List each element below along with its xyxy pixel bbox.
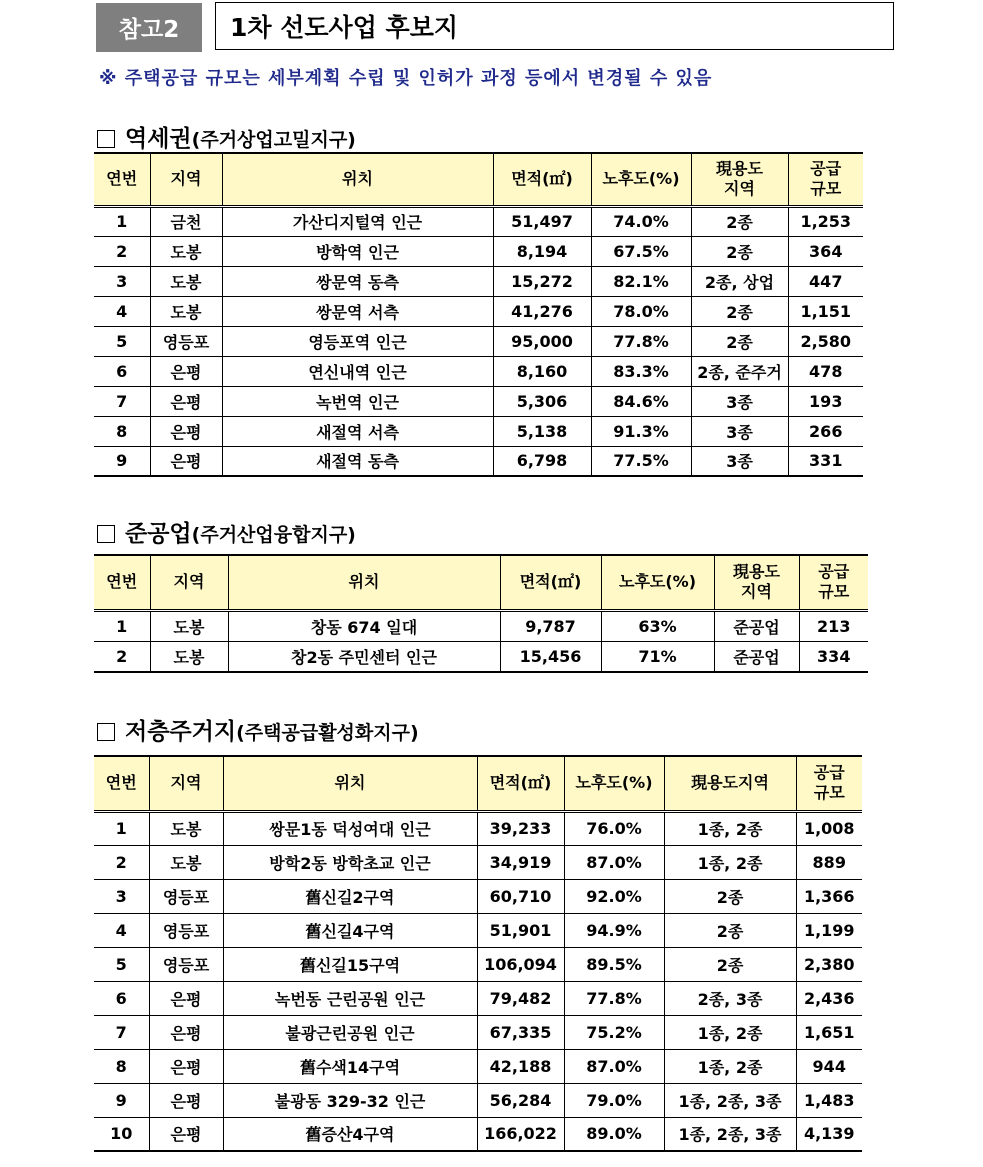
table-row: [94, 416, 863, 446]
col-number-cell: 7: [94, 386, 150, 416]
col-deterioration-header: 노후도(%): [591, 153, 691, 206]
table-row: [94, 446, 863, 476]
col-deterioration-cell: 82.1%: [591, 266, 691, 296]
table-row: [94, 206, 863, 236]
col-deterioration-cell: 89.5%: [564, 947, 664, 981]
table-row: [94, 981, 862, 1015]
col-district-cell: 영등포: [149, 879, 223, 913]
col-area-cell: 60,710: [477, 879, 564, 913]
col-number-header: 연번: [94, 153, 150, 206]
col-deterioration-cell: 84.6%: [591, 386, 691, 416]
col-location-cell: 녹번역 인근: [222, 386, 493, 416]
col-location-cell: 쌍문역 동측: [222, 266, 493, 296]
col-zoning-cell: 1종, 2종, 3종: [664, 1117, 796, 1151]
col-area-cell: 9,787: [500, 610, 601, 641]
col-deterioration-cell: 63%: [601, 610, 714, 641]
col-area-cell: 79,482: [477, 981, 564, 1015]
col-zoning-cell: 2종: [691, 326, 788, 356]
col-location-cell: 불광근린공원 인근: [223, 1015, 477, 1049]
col-location-header: 위치: [228, 555, 500, 610]
col-zoning-cell: 2종: [691, 236, 788, 266]
col-location-cell: 舊수색14구역: [223, 1049, 477, 1083]
col-district-cell: 은평: [149, 981, 223, 1015]
col-district-cell: 은평: [149, 1117, 223, 1151]
col-number-cell: 8: [94, 1049, 149, 1083]
col-number-cell: 9: [94, 1083, 149, 1117]
col-number-header: 연번: [94, 756, 149, 811]
col-location-cell: 가산디지털역 인근: [222, 206, 493, 236]
col-area-cell: 5,138: [493, 416, 591, 446]
col-supply-cell: 193: [788, 386, 863, 416]
col-deterioration-cell: 67.5%: [591, 236, 691, 266]
table-row: [94, 356, 863, 386]
col-area-cell: 41,276: [493, 296, 591, 326]
col-zoning-cell: 2종: [691, 206, 788, 236]
table-row: [94, 879, 862, 913]
col-number-cell: 7: [94, 1015, 149, 1049]
notice-text: ※ 주택공급 규모는 세부계획 수립 및 인허가 과정 등에서 변경될 수 있음: [99, 68, 713, 89]
table-row: [94, 1117, 862, 1151]
col-deterioration-cell: 75.2%: [564, 1015, 664, 1049]
col-district-cell: 금천: [150, 206, 222, 236]
col-location-cell: 舊신길4구역: [223, 913, 477, 947]
checkbox-icon: [97, 723, 115, 741]
col-district-cell: 도봉: [150, 641, 228, 672]
col-district-header: 지역: [149, 756, 223, 811]
col-zoning-header: 現용도지역: [664, 756, 796, 811]
col-supply-cell: 1,199: [796, 913, 862, 947]
col-supply-cell: 1,651: [796, 1015, 862, 1049]
table-header-row: [94, 153, 863, 206]
col-supply-cell: 478: [788, 356, 863, 386]
col-zoning-cell: 1종, 2종: [664, 845, 796, 879]
col-deterioration-cell: 76.0%: [564, 811, 664, 845]
col-number-cell: 6: [94, 981, 149, 1015]
col-area-cell: 39,233: [477, 811, 564, 845]
col-supply-cell: 2,436: [796, 981, 862, 1015]
col-district-cell: 은평: [149, 1049, 223, 1083]
table-row: [94, 811, 862, 845]
col-zoning-cell: 2종, 준주거: [691, 356, 788, 386]
col-zoning-cell: 3종: [691, 446, 788, 476]
col-supply-cell: 944: [796, 1049, 862, 1083]
col-area-cell: 15,272: [493, 266, 591, 296]
col-zoning-cell: 2종: [664, 879, 796, 913]
col-zoning-cell: 2종, 3종: [664, 981, 796, 1015]
table-row: [94, 947, 862, 981]
col-location-header: 위치: [223, 756, 477, 811]
col-supply-cell: 447: [788, 266, 863, 296]
col-supply-cell: 364: [788, 236, 863, 266]
col-supply-cell: 1,366: [796, 879, 862, 913]
col-number-cell: 4: [94, 913, 149, 947]
col-area-header: 면적(㎡): [477, 756, 564, 811]
col-location-cell: 연신내역 인근: [222, 356, 493, 386]
col-supply-header: 공급 규모: [799, 555, 868, 610]
col-area-cell: 34,919: [477, 845, 564, 879]
col-area-cell: 6,798: [493, 446, 591, 476]
col-area-cell: 166,022: [477, 1117, 564, 1151]
col-zoning-cell: 준공업: [714, 610, 799, 641]
page-title: [215, 2, 894, 50]
col-area-cell: 106,094: [477, 947, 564, 981]
col-district-cell: 도봉: [150, 296, 222, 326]
col-number-cell: 2: [94, 641, 150, 672]
col-supply-cell: 266: [788, 416, 863, 446]
col-supply-cell: 889: [796, 845, 862, 879]
col-area-cell: 15,456: [500, 641, 601, 672]
col-district-cell: 은평: [149, 1083, 223, 1117]
col-district-cell: 은평: [150, 356, 222, 386]
section-title-industrial: [97, 515, 356, 548]
col-deterioration-cell: 83.3%: [591, 356, 691, 386]
col-area-cell: 8,194: [493, 236, 591, 266]
col-zoning-cell: 3종: [691, 386, 788, 416]
col-number-cell: 1: [94, 811, 149, 845]
col-area-cell: 95,000: [493, 326, 591, 356]
col-location-cell: 영등포역 인근: [222, 326, 493, 356]
col-district-cell: 도봉: [150, 236, 222, 266]
col-supply-cell: 1,483: [796, 1083, 862, 1117]
col-deterioration-header: 노후도(%): [564, 756, 664, 811]
col-district-cell: 은평: [149, 1015, 223, 1049]
col-deterioration-cell: 74.0%: [591, 206, 691, 236]
checkbox-icon: [97, 525, 115, 543]
col-zoning-cell: 1종, 2종, 3종: [664, 1083, 796, 1117]
col-supply-cell: 1,253: [788, 206, 863, 236]
col-deterioration-cell: 92.0%: [564, 879, 664, 913]
col-area-cell: 51,901: [477, 913, 564, 947]
col-district-cell: 은평: [150, 446, 222, 476]
col-number-cell: 6: [94, 356, 150, 386]
table-header-row: [94, 555, 868, 610]
col-location-cell: 창동 674 일대: [228, 610, 500, 641]
page-title-text: 1차 선도사업 후보지: [230, 13, 459, 42]
section-title-text: 저층주거지: [125, 719, 237, 745]
table-row: [94, 326, 863, 356]
col-supply-cell: 331: [788, 446, 863, 476]
section-subtitle: (주거상업고밀지구): [191, 129, 356, 151]
col-district-cell: 도봉: [150, 266, 222, 296]
col-deterioration-cell: 78.0%: [591, 296, 691, 326]
col-number-cell: 5: [94, 326, 150, 356]
col-district-cell: 은평: [150, 386, 222, 416]
col-zoning-cell: 1종, 2종: [664, 1015, 796, 1049]
semi-industrial-table: [94, 554, 868, 673]
table-row: [94, 296, 863, 326]
col-deterioration-cell: 79.0%: [564, 1083, 664, 1117]
col-deterioration-cell: 77.8%: [591, 326, 691, 356]
col-supply-header: 공급 규모: [796, 756, 862, 811]
section-title-station: [97, 120, 356, 153]
col-district-cell: 도봉: [150, 610, 228, 641]
col-zoning-header: 現용도 지역: [714, 555, 799, 610]
col-number-cell: 1: [94, 206, 150, 236]
col-deterioration-cell: 87.0%: [564, 845, 664, 879]
col-supply-cell: 1,151: [788, 296, 863, 326]
col-zoning-cell: 2종: [691, 296, 788, 326]
col-number-cell: 3: [94, 879, 149, 913]
col-supply-cell: 2,580: [788, 326, 863, 356]
col-deterioration-cell: 71%: [601, 641, 714, 672]
col-deterioration-header: 노후도(%): [601, 555, 714, 610]
col-number-cell: 1: [94, 610, 150, 641]
col-district-cell: 영등포: [150, 326, 222, 356]
col-number-cell: 5: [94, 947, 149, 981]
col-zoning-cell: 1종, 2종: [664, 811, 796, 845]
col-location-header: 위치: [222, 153, 493, 206]
col-number-cell: 3: [94, 266, 150, 296]
col-area-cell: 5,306: [493, 386, 591, 416]
col-location-cell: 녹번동 근린공원 인근: [223, 981, 477, 1015]
table-row: [94, 1049, 862, 1083]
table-row: [94, 845, 862, 879]
col-location-cell: 불광동 329-32 인근: [223, 1083, 477, 1117]
col-number-cell: 9: [94, 446, 150, 476]
col-zoning-cell: 1종, 2종: [664, 1049, 796, 1083]
col-number-header: 연번: [94, 555, 150, 610]
col-zoning-header: 現용도 지역: [691, 153, 788, 206]
col-area-cell: 42,188: [477, 1049, 564, 1083]
col-deterioration-cell: 94.9%: [564, 913, 664, 947]
col-area-cell: 51,497: [493, 206, 591, 236]
col-number-cell: 2: [94, 845, 149, 879]
col-district-cell: 영등포: [149, 947, 223, 981]
col-location-cell: 쌍문1동 덕성여대 인근: [223, 811, 477, 845]
section-title-text: 준공업: [125, 521, 192, 547]
table-row: [94, 266, 863, 296]
table-row: [94, 1015, 862, 1049]
col-area-header: 면적(㎡): [493, 153, 591, 206]
section-title-lowrise: [97, 713, 419, 746]
low-rise-residential-table: [94, 755, 862, 1152]
col-zoning-cell: 2종: [664, 913, 796, 947]
col-zoning-cell: 준공업: [714, 641, 799, 672]
station-area-table: [94, 152, 863, 477]
col-zoning-cell: 2종, 상업: [691, 266, 788, 296]
col-district-header: 지역: [150, 555, 228, 610]
col-district-cell: 도봉: [149, 811, 223, 845]
reference-tag: 참고2: [96, 3, 202, 52]
table-row: [94, 1083, 862, 1117]
table-row: [94, 386, 863, 416]
col-area-header: 면적(㎡): [500, 555, 601, 610]
table-row: [94, 236, 863, 266]
col-number-cell: 10: [94, 1117, 149, 1151]
col-location-cell: 쌍문역 서측: [222, 296, 493, 326]
col-zoning-cell: 2종: [664, 947, 796, 981]
col-supply-cell: 4,139: [796, 1117, 862, 1151]
col-number-cell: 4: [94, 296, 150, 326]
section-subtitle: (주택공급활성화지구): [236, 722, 419, 744]
table-row: [94, 913, 862, 947]
section-title-text: 역세권: [125, 126, 192, 152]
col-location-cell: 창2동 주민센터 인근: [228, 641, 500, 672]
col-supply-cell: 2,380: [796, 947, 862, 981]
section-subtitle: (주거산업융합지구): [191, 524, 356, 546]
col-deterioration-cell: 77.5%: [591, 446, 691, 476]
col-number-cell: 8: [94, 416, 150, 446]
col-supply-cell: 334: [799, 641, 868, 672]
col-location-cell: 방학역 인근: [222, 236, 493, 266]
col-deterioration-cell: 89.0%: [564, 1117, 664, 1151]
col-number-cell: 2: [94, 236, 150, 266]
col-zoning-cell: 3종: [691, 416, 788, 446]
col-district-cell: 도봉: [149, 845, 223, 879]
col-area-cell: 8,160: [493, 356, 591, 386]
col-area-cell: 56,284: [477, 1083, 564, 1117]
col-district-header: 지역: [150, 153, 222, 206]
col-supply-cell: 1,008: [796, 811, 862, 845]
col-location-cell: 새절역 서측: [222, 416, 493, 446]
col-supply-cell: 213: [799, 610, 868, 641]
table-header-row: [94, 756, 862, 811]
checkbox-icon: [97, 130, 115, 148]
col-deterioration-cell: 91.3%: [591, 416, 691, 446]
col-district-cell: 영등포: [149, 913, 223, 947]
col-location-cell: 舊신길2구역: [223, 879, 477, 913]
col-deterioration-cell: 87.0%: [564, 1049, 664, 1083]
col-supply-header: 공급 규모: [788, 153, 863, 206]
table-row: [94, 610, 868, 641]
table-row: [94, 641, 868, 672]
col-location-cell: 새절역 동측: [222, 446, 493, 476]
col-location-cell: 舊증산4구역: [223, 1117, 477, 1151]
col-area-cell: 67,335: [477, 1015, 564, 1049]
col-location-cell: 방학2동 방학초교 인근: [223, 845, 477, 879]
col-district-cell: 은평: [150, 416, 222, 446]
col-location-cell: 舊신길15구역: [223, 947, 477, 981]
col-deterioration-cell: 77.8%: [564, 981, 664, 1015]
